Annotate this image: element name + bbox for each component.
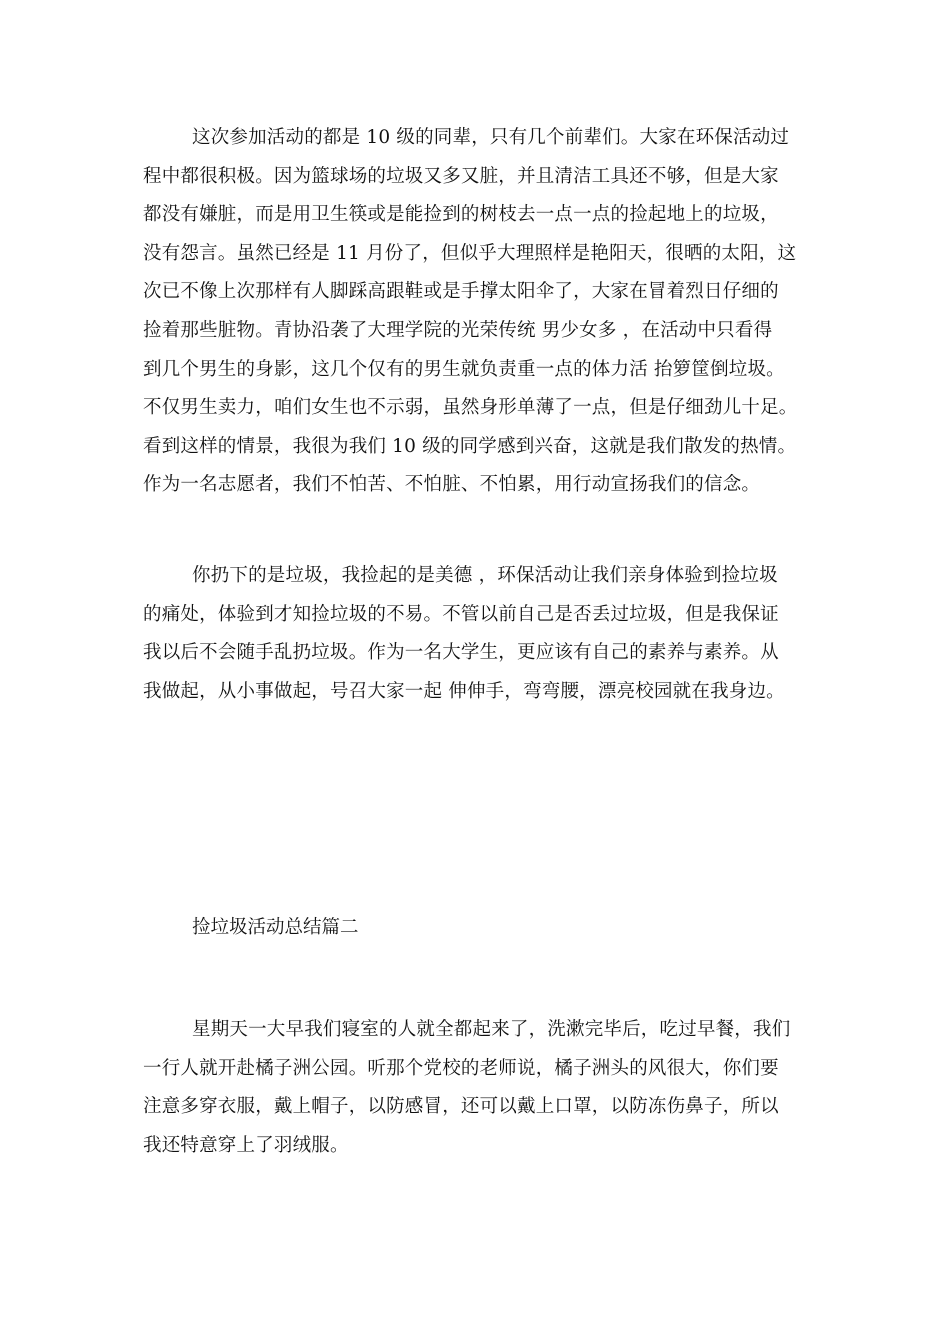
paragraph-line: 都没有嫌脏，而是用卫生筷或是能捡到的树枝去一点一点的捡起地上的垃圾，: [143, 204, 779, 226]
paragraph-line: 注意多穿衣服，戴上帽子，以防感冒，还可以戴上口罩，以防冻伤鼻子，所以: [143, 1096, 779, 1118]
paragraph-line: 我做起，从小事做起，号召大家一起 伸伸手，弯弯腰，漂亮校园就在我身边。: [143, 680, 785, 702]
paragraph-line: 没有怨言。虽然已经是 11 月份了，但似乎大理照样是艳阳天，很晒的太阳，这: [143, 242, 797, 264]
paragraph-line: 我还特意穿上了羽绒服。: [143, 1134, 349, 1156]
paragraph-line: 程中都很积极。因为篮球场的垃圾又多又脏，并且清洁工具还不够，但是大家: [143, 165, 779, 187]
section-heading: 捡垃圾活动总结篇二: [192, 917, 359, 938]
paragraph-line: 到几个男生的身影，这几个仅有的男生就负责重一点的体力活 抬箩筐倒垃圾。: [143, 358, 785, 380]
paragraph-reflection: [143, 557, 813, 711]
paragraph-line: 这次参加活动的都是 10 级的同辈，只有几个前辈们。大家在环保活动过: [192, 127, 790, 148]
paragraph-line: 看到这样的情景，我很为我们 10 级的同学感到兴奋，这就是我们散发的热情。: [143, 435, 797, 457]
paragraph-line: 我以后不会随手乱扔垃圾。作为一名大学生，更应该有自己的素养与素养。从: [143, 642, 779, 664]
paragraph-sunday-morning: [143, 1011, 813, 1165]
paragraph-line: 的痛处，体验到才知捡垃圾的不易。不管以前自己是否丢过垃圾，但是我保证: [143, 603, 779, 625]
paragraph-line: 不仅男生卖力，咱们女生也不示弱，虽然身形单薄了一点，但是仔细劲儿十足。: [143, 397, 798, 419]
paragraph-line: 捡着那些脏物。青协沿袭了大理学院的光荣传统 男少女多 ，在活动中只看得: [143, 319, 773, 341]
paragraph-line: 次已不像上次那样有人脚踩高跟鞋或是手撑太阳伞了，大家在冒着烈日仔细的: [143, 281, 779, 303]
paragraph-line: 一行人就开赴橘子洲公园。听那个党校的老师说，橘子洲头的风很大，你们要: [143, 1057, 779, 1079]
paragraph-activity-description: [143, 119, 813, 505]
paragraph-line: 星期天一大早我们寝室的人就全都起来了，洗漱完毕后，吃过早餐，我们: [192, 1019, 791, 1040]
paragraph-line: 作为一名志愿者，我们不怕苦、不怕脏、不怕累，用行动宣扬我们的信念。: [143, 474, 761, 496]
paragraph-line: 你扔下的是垃圾，我捡起的是美德 ，环保活动让我们亲身体验到捡垃圾: [192, 565, 778, 586]
